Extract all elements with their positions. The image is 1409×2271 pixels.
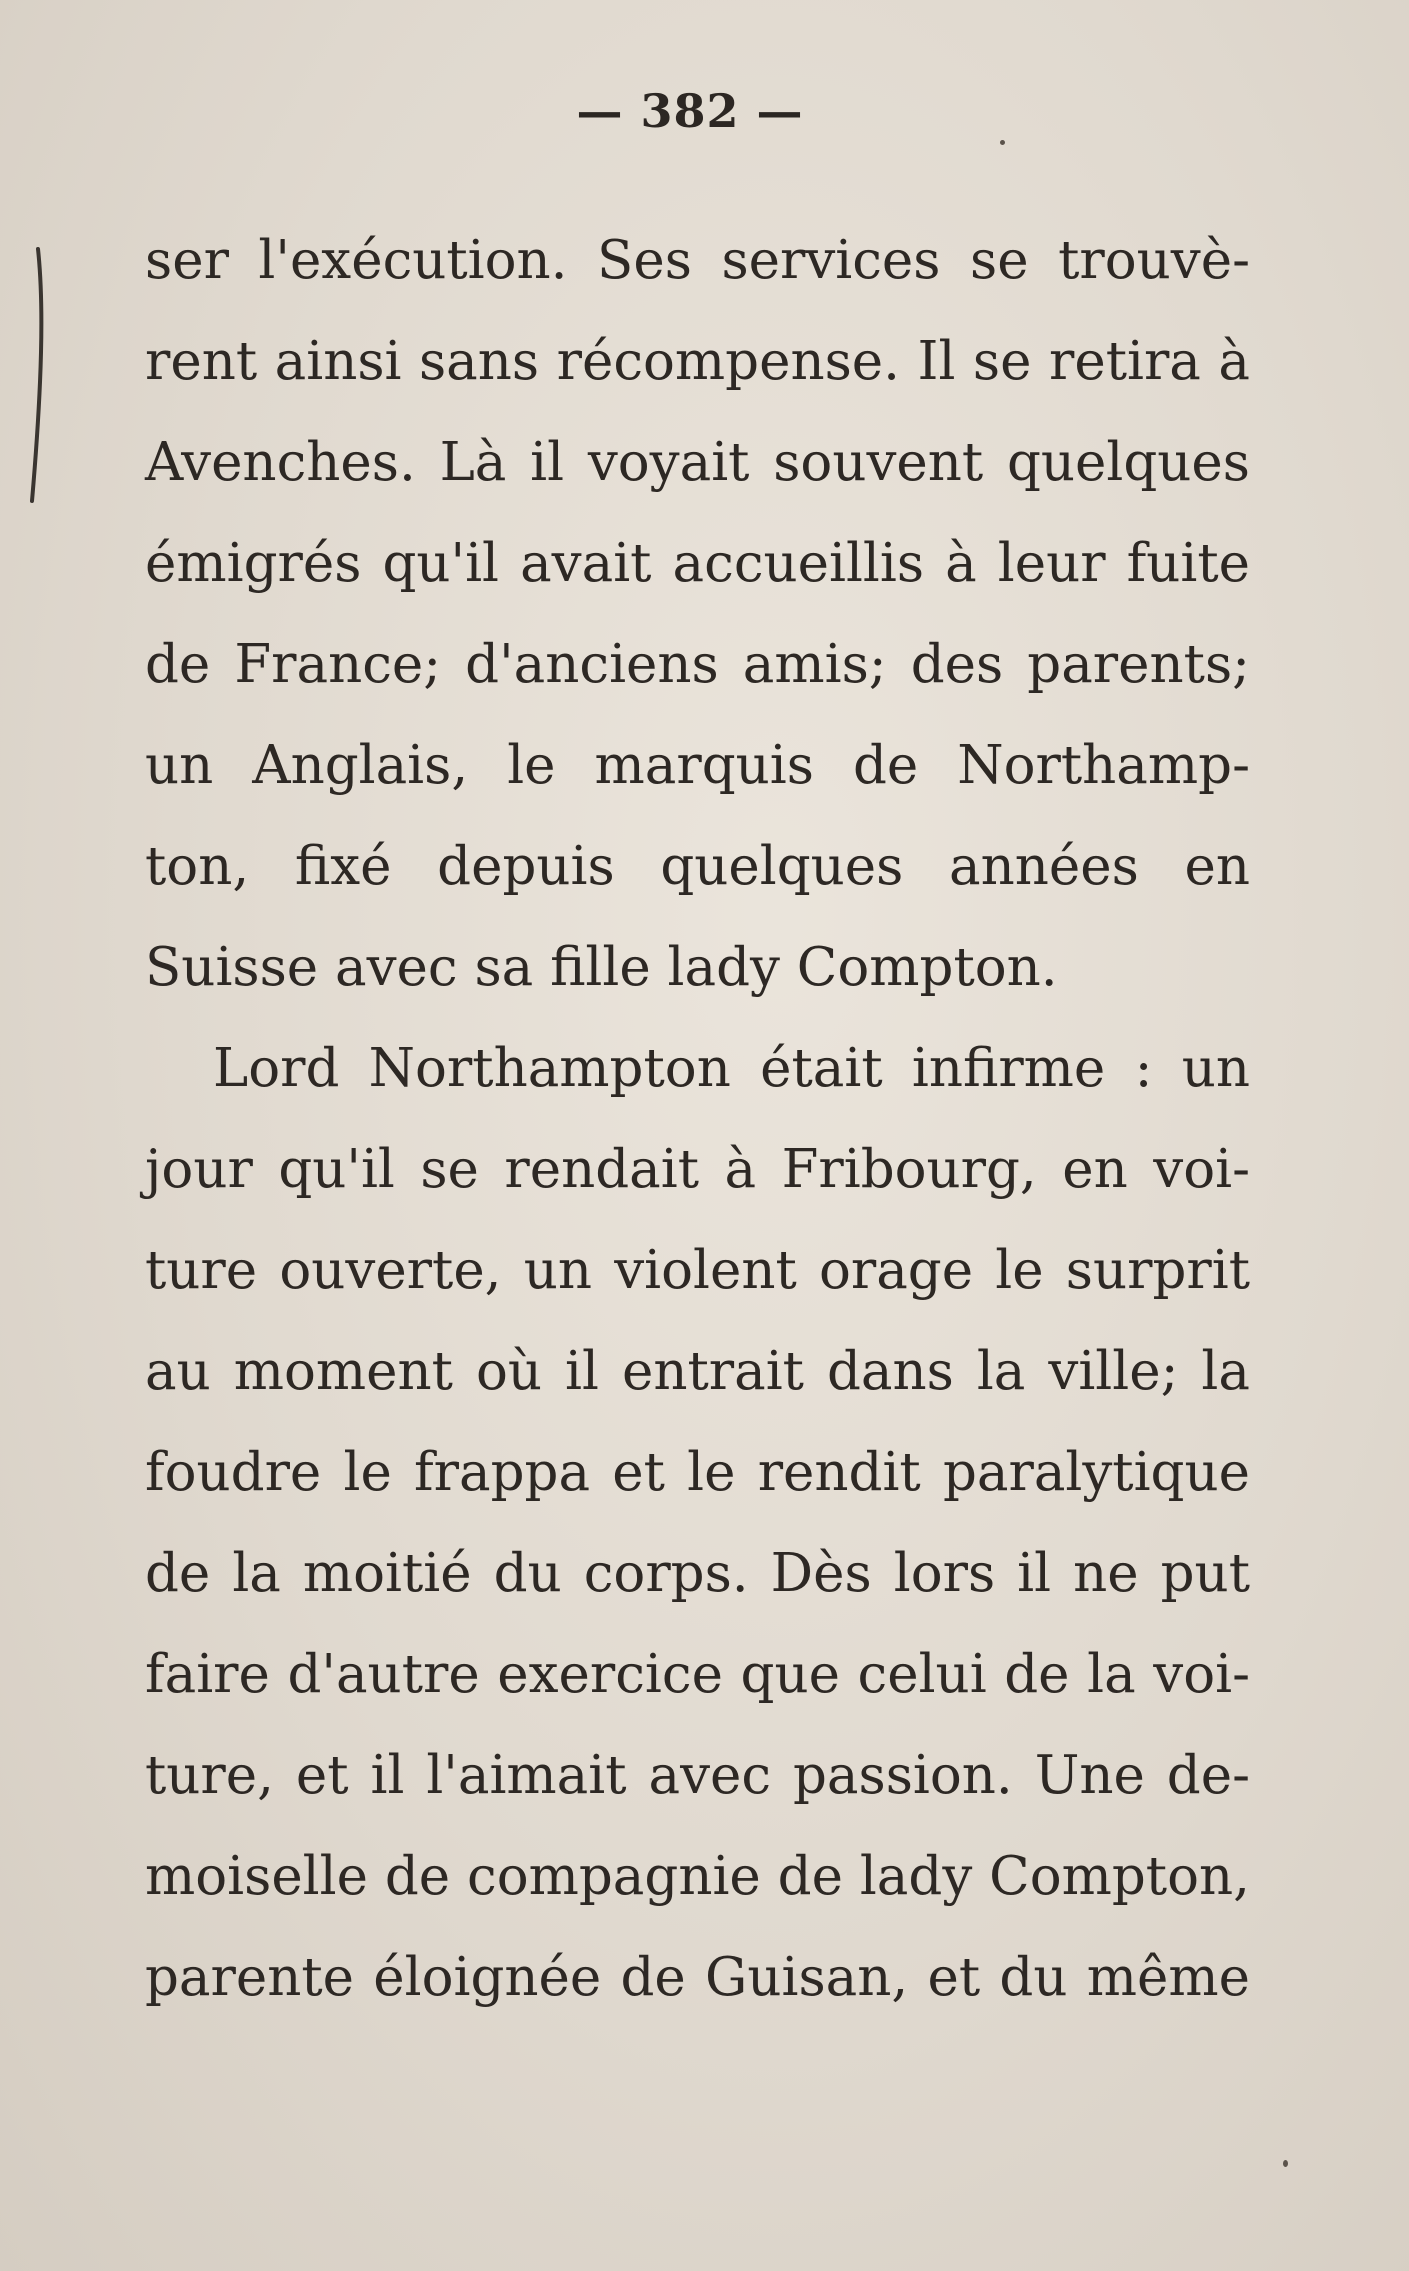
text-line: parente éloignée de Guisan, et du même [145,1947,1250,2008]
text-line: de la moitié du corps. Dès lors il ne put [145,1543,1250,1604]
text-line: Avenches. Là il voyait souvent quelques [145,432,1250,493]
text-line: foudre le frappa et le rendit paralytique [145,1442,1250,1503]
text-line: ser l'exécution. Ses services se trouvè- [145,230,1250,291]
text-line: de France; d'anciens amis; des parents; [145,634,1250,695]
text-line: Suisse avec sa fille lady Compton. [145,937,1058,998]
text-line: rent ainsi sans récompense. Il se retira à [145,331,1250,392]
margin-pencil-mark [18,245,48,505]
text-line: ture ouverte, un violent orage le surprit [145,1240,1250,1301]
body-text [145,210,1250,2028]
text-line: ton, fixé depuis quelques années en [145,836,1250,897]
text-line: faire d'autre exercice que celui de la voi- [145,1644,1250,1705]
paper-speck [1000,140,1005,145]
paragraph-first-line: Lord Northampton était infirme : un [213,1038,1250,1099]
text-line: émigrés qu'il avait accueillis à leur fuite [145,533,1250,594]
page-number: — 382 — [576,84,804,138]
text-line: un Anglais, le marquis de Northamp- [145,735,1250,796]
text-line: au moment où il entrait dans la ville; la [145,1341,1250,1402]
paper-speck [1283,2160,1288,2167]
text-line: ture, et il l'aimait avec passion. Une de- [145,1745,1250,1806]
text-line: moiselle de compagnie de lady Compton, [145,1846,1250,1907]
text-line: jour qu'il se rendait à Fribourg, en voi- [145,1139,1250,1200]
